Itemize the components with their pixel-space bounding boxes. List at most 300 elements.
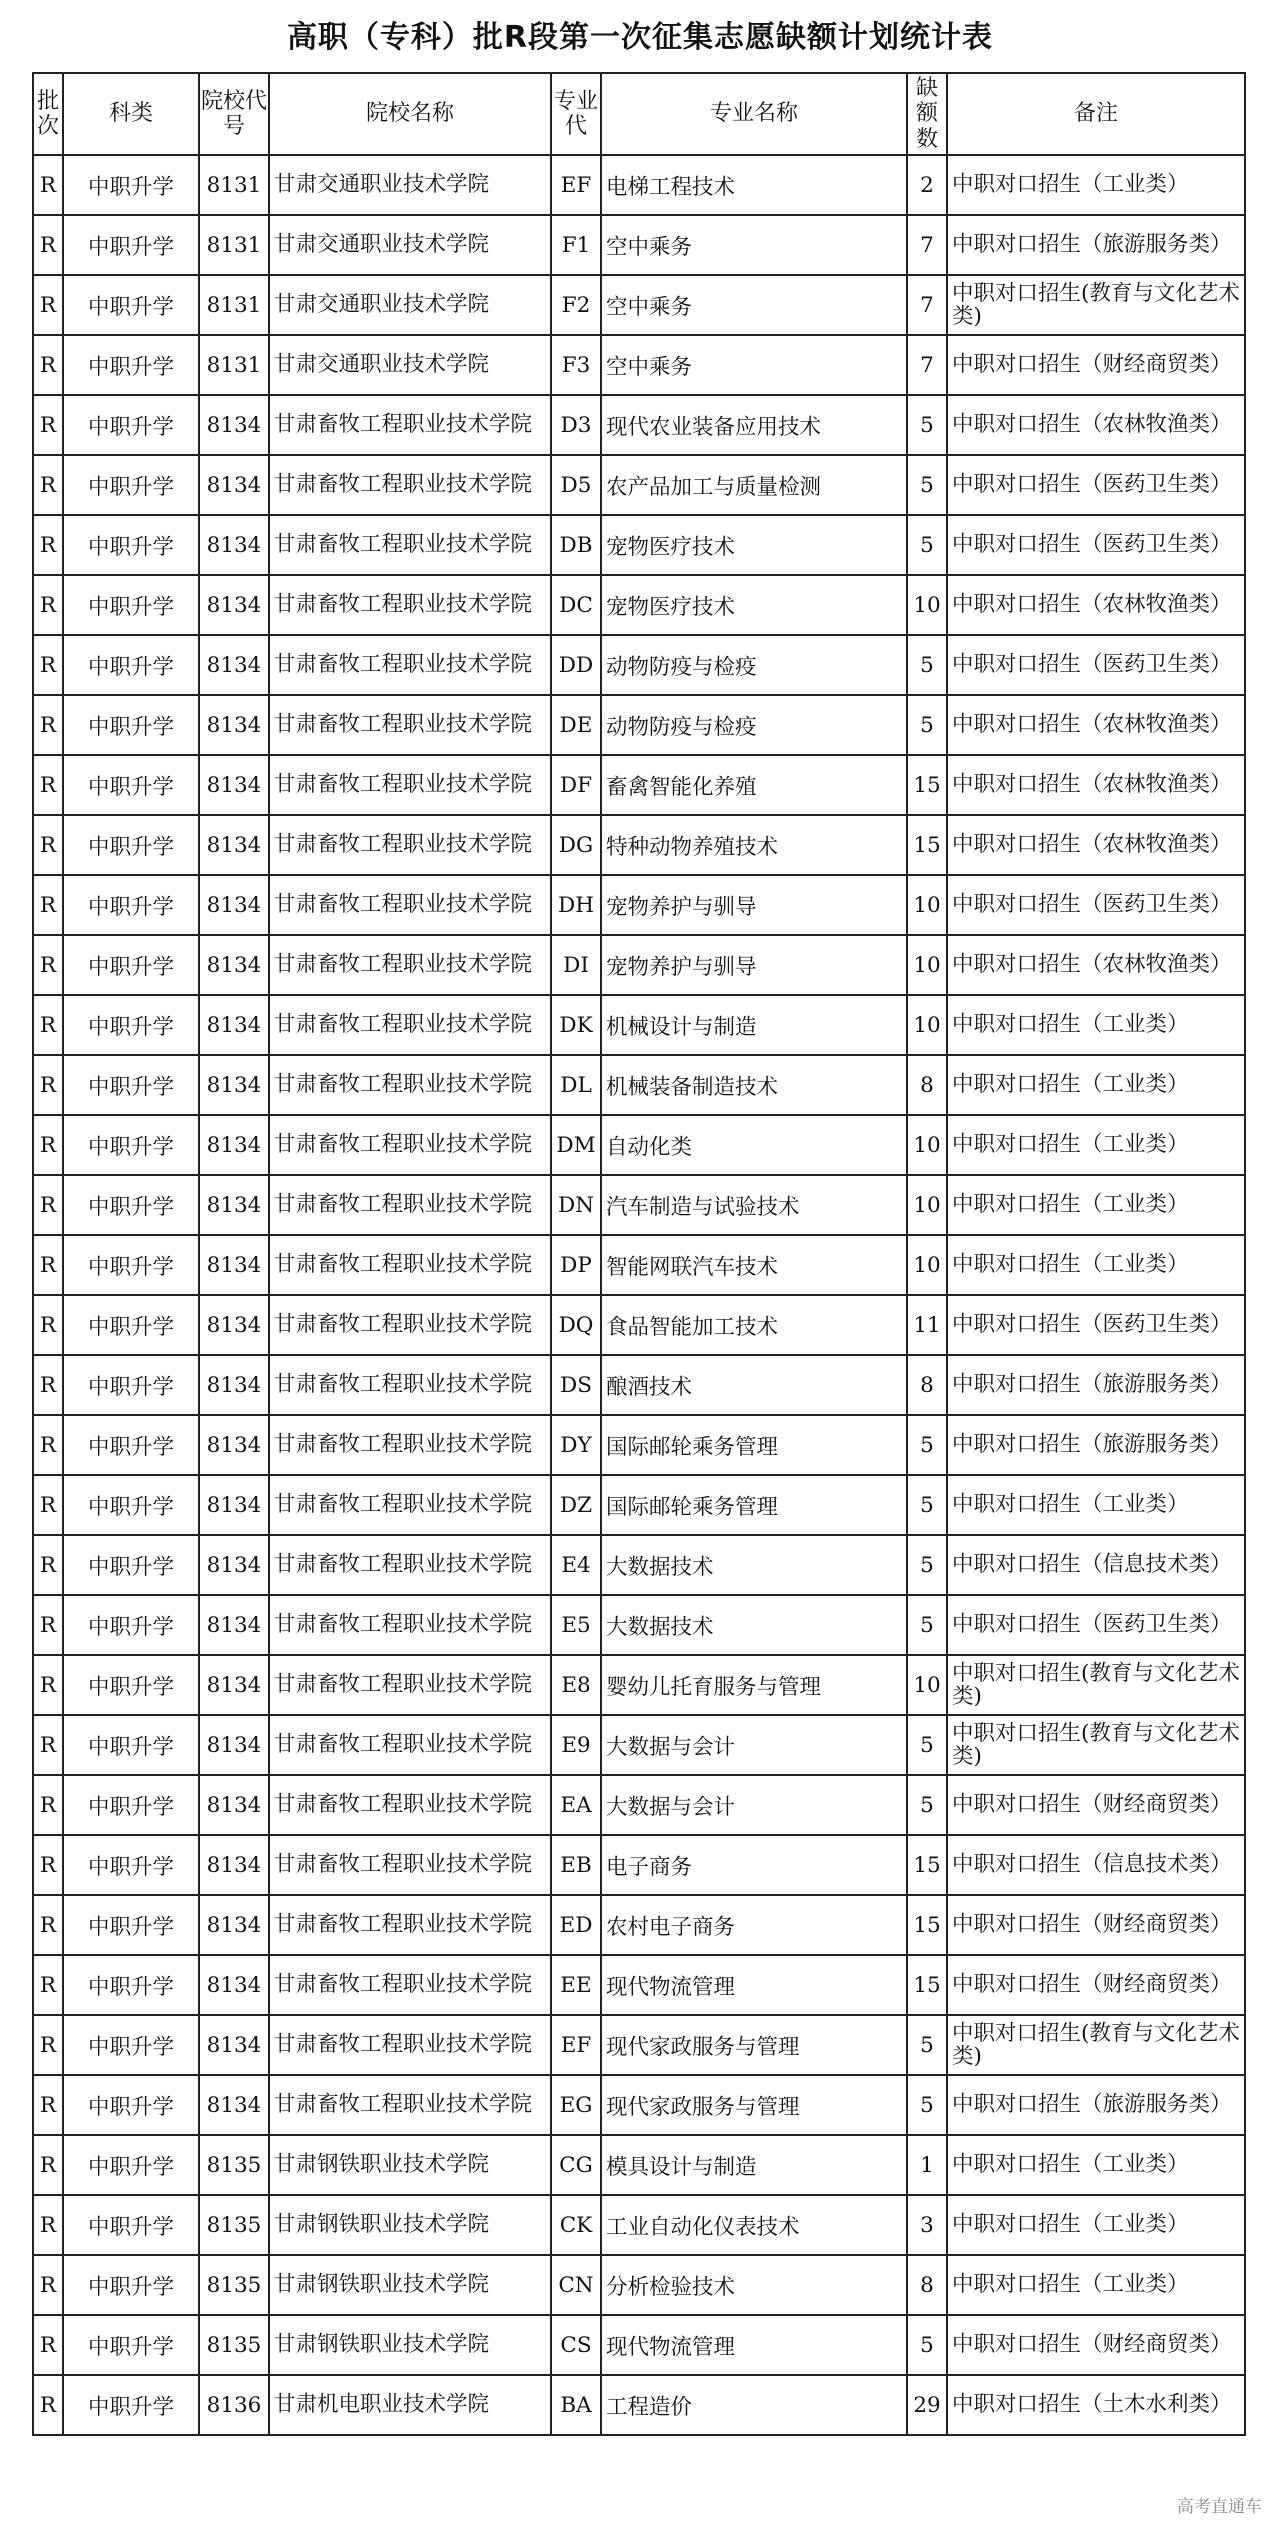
cell-major-name: 智能网联汽车技术 [601,1235,907,1295]
cell-major-code: DF [551,755,601,815]
cell-major-code: DL [551,1055,601,1115]
cell-category: 中职升学 [63,1115,199,1175]
cell-school-code: 8134 [199,1055,269,1115]
table-row [33,275,1245,335]
cell-major-name: 空中乘务 [601,275,907,335]
cell-shortage: 1 [907,2135,947,2195]
cell-major-code: DP [551,1235,601,1295]
table-row [33,695,1245,755]
cell-major-code: DN [551,1175,601,1235]
cell-category: 中职升学 [63,1415,199,1475]
cell-school-code: 8134 [199,1715,269,1775]
cell-batch: R [33,1775,63,1835]
cell-school-name: 甘肃畜牧工程职业技术学院 [269,815,551,875]
cell-major-name: 国际邮轮乘务管理 [601,1415,907,1475]
table-row [33,2195,1245,2255]
cell-note: 中职对口招生（医药卫生类） [947,515,1245,575]
cell-category: 中职升学 [63,1595,199,1655]
cell-major-code: CS [551,2315,601,2375]
cell-note: 中职对口招生（工业类） [947,1475,1245,1535]
cell-note: 中职对口招生（工业类） [947,2135,1245,2195]
cell-batch: R [33,875,63,935]
cell-school-code: 8135 [199,2195,269,2255]
cell-school-code: 8134 [199,575,269,635]
cell-shortage: 5 [907,695,947,755]
cell-school-code: 8134 [199,935,269,995]
cell-school-code: 8131 [199,335,269,395]
header-major-code: 专业代 [551,73,601,155]
cell-school-code: 8131 [199,215,269,275]
cell-school-name: 甘肃畜牧工程职业技术学院 [269,515,551,575]
cell-batch: R [33,575,63,635]
cell-major-name: 电子商务 [601,1835,907,1895]
cell-category: 中职升学 [63,1655,199,1715]
cell-school-code: 8134 [199,815,269,875]
cell-batch: R [33,755,63,815]
cell-note: 中职对口招生（工业类） [947,1235,1245,1295]
cell-category: 中职升学 [63,1235,199,1295]
cell-major-code: DE [551,695,601,755]
cell-category: 中职升学 [63,935,199,995]
cell-major-name: 畜禽智能化养殖 [601,755,907,815]
page-title: 高职（专科）批R段第一次征集志愿缺额计划统计表 [286,20,994,55]
cell-school-code: 8135 [199,2135,269,2195]
shortage-plan-table [32,72,1246,2436]
cell-major-name: 动物防疫与检疫 [601,695,907,755]
cell-school-name: 甘肃畜牧工程职业技术学院 [269,1235,551,1295]
cell-shortage: 5 [907,1535,947,1595]
cell-major-code: EB [551,1835,601,1895]
table-row [33,1895,1245,1955]
cell-shortage: 7 [907,215,947,275]
cell-category: 中职升学 [63,575,199,635]
header-school-code: 院校代号 [199,73,269,155]
cell-shortage: 5 [907,515,947,575]
cell-note: 中职对口招生（农林牧渔类） [947,815,1245,875]
cell-shortage: 2 [907,155,947,215]
cell-shortage: 5 [907,1775,947,1835]
cell-note: 中职对口招生（工业类） [947,155,1245,215]
cell-note: 中职对口招生（工业类） [947,1115,1245,1175]
cell-school-name: 甘肃交通职业技术学院 [269,275,551,335]
table-row [33,1835,1245,1895]
cell-major-code: E9 [551,1715,601,1775]
cell-category: 中职升学 [63,515,199,575]
table-row [33,1535,1245,1595]
cell-shortage: 5 [907,1415,947,1475]
cell-batch: R [33,395,63,455]
cell-major-code: EE [551,1955,601,2015]
table-row [33,1955,1245,2015]
cell-school-name: 甘肃畜牧工程职业技术学院 [269,1175,551,1235]
cell-major-code: DK [551,995,601,1055]
cell-category: 中职升学 [63,2135,199,2195]
cell-school-name: 甘肃畜牧工程职业技术学院 [269,995,551,1055]
table-row [33,1235,1245,1295]
cell-major-code: D3 [551,395,601,455]
cell-major-name: 现代家政服务与管理 [601,2075,907,2135]
cell-shortage: 8 [907,1055,947,1115]
cell-major-name: 大数据技术 [601,1595,907,1655]
cell-category: 中职升学 [63,2375,199,2435]
table-row [33,2315,1245,2375]
cell-major-name: 农产品加工与质量检测 [601,455,907,515]
cell-major-code: E4 [551,1535,601,1595]
cell-major-code: EF [551,2015,601,2075]
cell-school-code: 8134 [199,1895,269,1955]
cell-school-name: 甘肃畜牧工程职业技术学院 [269,575,551,635]
cell-shortage: 10 [907,875,947,935]
cell-batch: R [33,1055,63,1115]
cell-major-name: 空中乘务 [601,335,907,395]
cell-school-code: 8134 [199,455,269,515]
cell-batch: R [33,1235,63,1295]
cell-batch: R [33,695,63,755]
cell-category: 中职升学 [63,815,199,875]
cell-batch: R [33,2075,63,2135]
table-header-row [33,73,1245,155]
cell-shortage: 5 [907,455,947,515]
cell-school-code: 8134 [199,1355,269,1415]
table-row [33,455,1245,515]
table-row [33,155,1245,215]
cell-major-name: 农村电子商务 [601,1895,907,1955]
cell-major-name: 宠物医疗技术 [601,515,907,575]
cell-note: 中职对口招生（农林牧渔类） [947,935,1245,995]
cell-school-name: 甘肃畜牧工程职业技术学院 [269,1355,551,1415]
cell-major-name: 机械设计与制造 [601,995,907,1055]
cell-category: 中职升学 [63,335,199,395]
cell-major-name: 空中乘务 [601,215,907,275]
cell-batch: R [33,1715,63,1775]
cell-batch: R [33,1535,63,1595]
cell-school-name: 甘肃畜牧工程职业技术学院 [269,755,551,815]
cell-major-name: 大数据技术 [601,1535,907,1595]
cell-school-code: 8134 [199,395,269,455]
cell-school-name: 甘肃畜牧工程职业技术学院 [269,1775,551,1835]
cell-note: 中职对口招生(教育与文化艺术类) [947,1655,1245,1715]
cell-category: 中职升学 [63,1715,199,1775]
cell-major-name: 大数据与会计 [601,1715,907,1775]
cell-category: 中职升学 [63,1835,199,1895]
cell-school-code: 8134 [199,1835,269,1895]
cell-major-name: 国际邮轮乘务管理 [601,1475,907,1535]
cell-note: 中职对口招生（医药卫生类） [947,875,1245,935]
table-row [33,2075,1245,2135]
cell-category: 中职升学 [63,2195,199,2255]
table-row [33,2375,1245,2435]
cell-major-code: CN [551,2255,601,2315]
cell-school-code: 8134 [199,2075,269,2135]
cell-shortage: 5 [907,1595,947,1655]
cell-school-code: 8136 [199,2375,269,2435]
table-row [33,1115,1245,1175]
cell-major-code: D5 [551,455,601,515]
cell-school-code: 8134 [199,995,269,1055]
cell-note: 中职对口招生（农林牧渔类） [947,575,1245,635]
header-shortage: 缺额数 [907,73,947,155]
cell-note: 中职对口招生（旅游服务类） [947,1415,1245,1475]
cell-major-name: 现代物流管理 [601,1955,907,2015]
cell-school-code: 8134 [199,755,269,815]
cell-batch: R [33,1655,63,1715]
cell-shortage: 15 [907,1895,947,1955]
cell-school-name: 甘肃畜牧工程职业技术学院 [269,1415,551,1475]
cell-school-name: 甘肃畜牧工程职业技术学院 [269,1535,551,1595]
cell-shortage: 3 [907,2195,947,2255]
cell-major-code: DB [551,515,601,575]
cell-note: 中职对口招生(教育与文化艺术类) [947,1715,1245,1775]
cell-category: 中职升学 [63,755,199,815]
cell-note: 中职对口招生（旅游服务类） [947,215,1245,275]
cell-major-name: 现代农业装备应用技术 [601,395,907,455]
cell-major-code: EG [551,2075,601,2135]
cell-batch: R [33,1355,63,1415]
cell-school-code: 8134 [199,1115,269,1175]
cell-note: 中职对口招生（工业类） [947,2195,1245,2255]
cell-school-name: 甘肃畜牧工程职业技术学院 [269,1835,551,1895]
cell-batch: R [33,635,63,695]
cell-major-code: DS [551,1355,601,1415]
cell-major-name: 汽车制造与试验技术 [601,1175,907,1235]
cell-school-name: 甘肃钢铁职业技术学院 [269,2135,551,2195]
cell-category: 中职升学 [63,275,199,335]
cell-batch: R [33,455,63,515]
cell-note: 中职对口招生（农林牧渔类） [947,695,1245,755]
cell-shortage: 5 [907,635,947,695]
table-row [33,1415,1245,1475]
cell-major-name: 机械装备制造技术 [601,1055,907,1115]
cell-shortage: 10 [907,1655,947,1715]
cell-category: 中职升学 [63,2015,199,2075]
cell-school-code: 8134 [199,1475,269,1535]
cell-category: 中职升学 [63,395,199,455]
cell-category: 中职升学 [63,875,199,935]
cell-school-code: 8134 [199,1415,269,1475]
table-row [33,2255,1245,2315]
cell-shortage: 8 [907,2255,947,2315]
cell-batch: R [33,1475,63,1535]
cell-major-code: EA [551,1775,601,1835]
cell-school-name: 甘肃畜牧工程职业技术学院 [269,455,551,515]
cell-major-code: DM [551,1115,601,1175]
cell-school-name: 甘肃交通职业技术学院 [269,155,551,215]
cell-shortage: 10 [907,1235,947,1295]
cell-major-name: 现代家政服务与管理 [601,2015,907,2075]
cell-school-code: 8135 [199,2255,269,2315]
cell-shortage: 15 [907,1955,947,2015]
cell-school-name: 甘肃畜牧工程职业技术学院 [269,1955,551,2015]
cell-note: 中职对口招生（医药卫生类） [947,635,1245,695]
cell-batch: R [33,2195,63,2255]
cell-category: 中职升学 [63,155,199,215]
cell-shortage: 5 [907,1475,947,1535]
cell-school-name: 甘肃畜牧工程职业技术学院 [269,2075,551,2135]
cell-batch: R [33,1175,63,1235]
cell-category: 中职升学 [63,1955,199,2015]
cell-major-code: E8 [551,1655,601,1715]
cell-note: 中职对口招生（农林牧渔类） [947,395,1245,455]
cell-shortage: 10 [907,1175,947,1235]
cell-category: 中职升学 [63,695,199,755]
cell-note: 中职对口招生（工业类） [947,995,1245,1055]
cell-school-name: 甘肃畜牧工程职业技术学院 [269,875,551,935]
cell-major-code: E5 [551,1595,601,1655]
cell-batch: R [33,2015,63,2075]
cell-school-code: 8131 [199,275,269,335]
table-row [33,1055,1245,1115]
cell-category: 中职升学 [63,1355,199,1415]
cell-category: 中职升学 [63,455,199,515]
cell-note: 中职对口招生（农林牧渔类） [947,755,1245,815]
cell-category: 中职升学 [63,2075,199,2135]
table-row [33,1655,1245,1715]
cell-major-name: 宠物医疗技术 [601,575,907,635]
cell-major-code: F1 [551,215,601,275]
cell-note: 中职对口招生（工业类） [947,2255,1245,2315]
cell-school-code: 8134 [199,1295,269,1355]
cell-category: 中职升学 [63,1895,199,1955]
cell-shortage: 5 [907,2075,947,2135]
table-row [33,635,1245,695]
table-row [33,995,1245,1055]
cell-batch: R [33,2315,63,2375]
cell-major-code: DI [551,935,601,995]
cell-school-code: 8134 [199,875,269,935]
table-row [33,935,1245,995]
cell-major-code: CG [551,2135,601,2195]
cell-note: 中职对口招生（财经商贸类） [947,1955,1245,2015]
cell-batch: R [33,215,63,275]
cell-major-name: 现代物流管理 [601,2315,907,2375]
cell-batch: R [33,935,63,995]
cell-school-code: 8134 [199,1595,269,1655]
cell-school-code: 8134 [199,695,269,755]
cell-batch: R [33,2135,63,2195]
cell-major-name: 酿酒技术 [601,1355,907,1415]
cell-school-code: 8135 [199,2315,269,2375]
cell-batch: R [33,335,63,395]
cell-school-code: 8134 [199,635,269,695]
cell-school-code: 8134 [199,1235,269,1295]
table-row [33,2015,1245,2075]
cell-major-name: 分析检验技术 [601,2255,907,2315]
cell-category: 中职升学 [63,1475,199,1535]
cell-major-code: BA [551,2375,601,2435]
cell-note: 中职对口招生（工业类） [947,1175,1245,1235]
cell-note: 中职对口招生（医药卫生类） [947,455,1245,515]
cell-note: 中职对口招生（土木水利类） [947,2375,1245,2435]
table-row [33,1355,1245,1415]
cell-major-name: 自动化类 [601,1115,907,1175]
cell-major-name: 宠物养护与驯导 [601,935,907,995]
cell-major-code: DY [551,1415,601,1475]
cell-major-name: 动物防疫与检疫 [601,635,907,695]
cell-major-code: ED [551,1895,601,1955]
cell-school-code: 8134 [199,2015,269,2075]
table-row [33,1175,1245,1235]
cell-batch: R [33,515,63,575]
cell-school-code: 8134 [199,1955,269,2015]
cell-shortage: 7 [907,275,947,335]
header-batch: 批次 [33,73,63,155]
cell-school-name: 甘肃机电职业技术学院 [269,2375,551,2435]
cell-category: 中职升学 [63,635,199,695]
table-row [33,1595,1245,1655]
cell-school-name: 甘肃畜牧工程职业技术学院 [269,635,551,695]
cell-major-name: 宠物养护与驯导 [601,875,907,935]
cell-batch: R [33,1295,63,1355]
cell-school-name: 甘肃交通职业技术学院 [269,215,551,275]
cell-school-name: 甘肃交通职业技术学院 [269,335,551,395]
cell-school-name: 甘肃畜牧工程职业技术学院 [269,1895,551,1955]
table-row [33,1715,1245,1775]
cell-school-code: 8134 [199,515,269,575]
cell-shortage: 5 [907,395,947,455]
cell-school-name: 甘肃畜牧工程职业技术学院 [269,695,551,755]
cell-shortage: 5 [907,2015,947,2075]
cell-major-code: DQ [551,1295,601,1355]
cell-category: 中职升学 [63,2315,199,2375]
cell-school-name: 甘肃畜牧工程职业技术学院 [269,1715,551,1775]
table-row [33,575,1245,635]
table-row [33,815,1245,875]
cell-major-name: 特种动物养殖技术 [601,815,907,875]
cell-shortage: 10 [907,575,947,635]
cell-shortage: 11 [907,1295,947,1355]
header-major-name: 专业名称 [601,73,907,155]
header-category: 科类 [63,73,199,155]
cell-school-name: 甘肃畜牧工程职业技术学院 [269,1595,551,1655]
cell-major-code: CK [551,2195,601,2255]
cell-category: 中职升学 [63,215,199,275]
cell-category: 中职升学 [63,2255,199,2315]
cell-major-code: F3 [551,335,601,395]
header-note: 备注 [947,73,1245,155]
cell-school-name: 甘肃钢铁职业技术学院 [269,2315,551,2375]
cell-major-code: EF [551,155,601,215]
cell-school-name: 甘肃畜牧工程职业技术学院 [269,1295,551,1355]
cell-note: 中职对口招生（信息技术类） [947,1835,1245,1895]
cell-school-name: 甘肃钢铁职业技术学院 [269,2195,551,2255]
watermark: 高考直通车 [1177,2497,1262,2517]
cell-note: 中职对口招生（工业类） [947,1055,1245,1115]
cell-school-name: 甘肃畜牧工程职业技术学院 [269,1655,551,1715]
cell-shortage: 7 [907,335,947,395]
cell-shortage: 5 [907,1715,947,1775]
cell-batch: R [33,1955,63,2015]
cell-note: 中职对口招生（财经商贸类） [947,1775,1245,1835]
cell-school-code: 8134 [199,1175,269,1235]
cell-category: 中职升学 [63,1775,199,1835]
cell-school-name: 甘肃畜牧工程职业技术学院 [269,395,551,455]
cell-batch: R [33,1415,63,1475]
table-row [33,1475,1245,1535]
cell-note: 中职对口招生（财经商贸类） [947,335,1245,395]
cell-batch: R [33,275,63,335]
cell-school-name: 甘肃钢铁职业技术学院 [269,2255,551,2315]
cell-shortage: 15 [907,755,947,815]
cell-note: 中职对口招生(教育与文化艺术类) [947,2015,1245,2075]
cell-school-name: 甘肃畜牧工程职业技术学院 [269,1055,551,1115]
table-row [33,515,1245,575]
cell-school-name: 甘肃畜牧工程职业技术学院 [269,2015,551,2075]
cell-batch: R [33,1595,63,1655]
cell-school-code: 8134 [199,1775,269,1835]
cell-shortage: 15 [907,815,947,875]
cell-shortage: 10 [907,1115,947,1175]
cell-category: 中职升学 [63,1535,199,1595]
